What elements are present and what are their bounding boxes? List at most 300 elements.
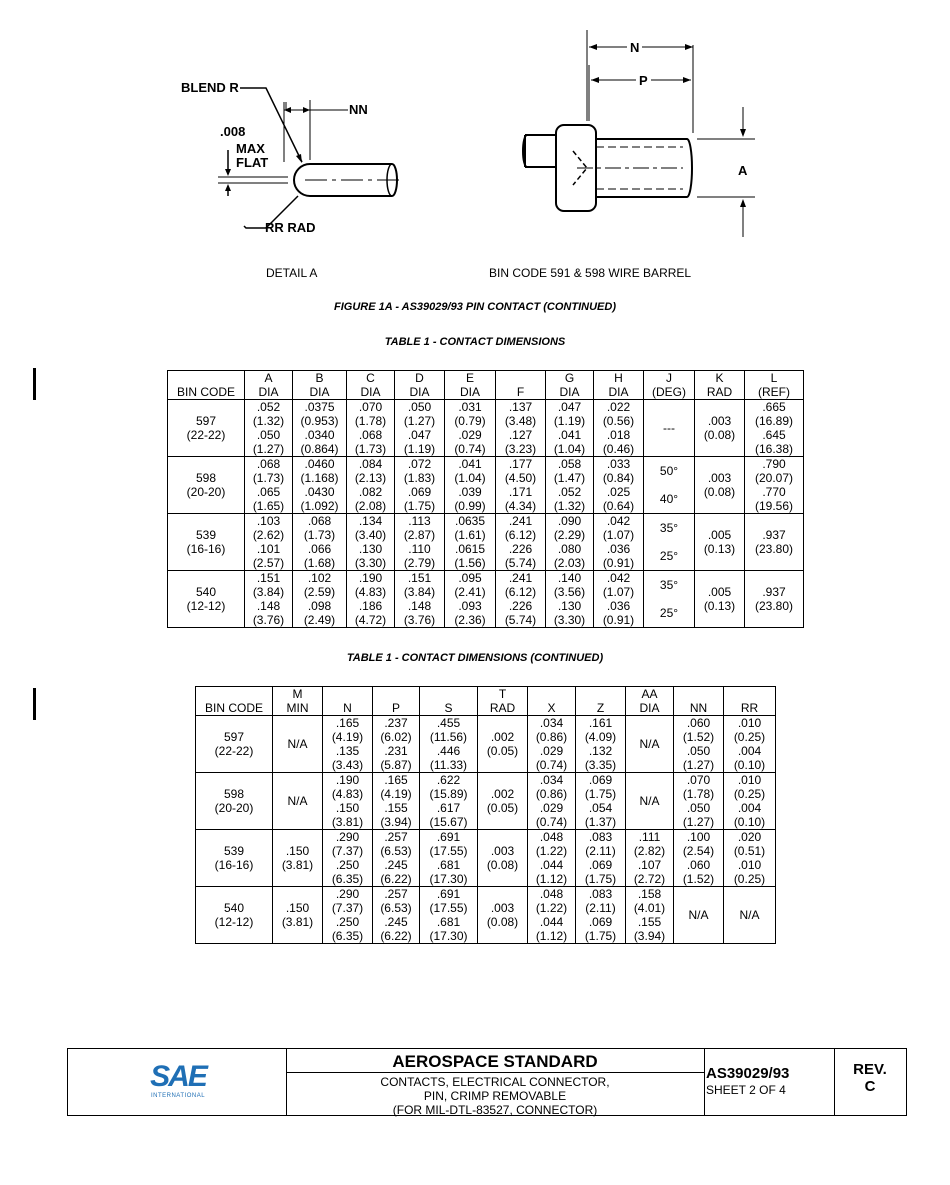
sae-logo <box>138 1062 218 1099</box>
logo-cell <box>68 1049 287 1115</box>
table-row <box>168 514 804 571</box>
cell-line: B <box>315 371 324 385</box>
cell-line: .135 <box>335 744 360 758</box>
cell-line: (6.22) <box>380 872 412 886</box>
cell-line: K <box>715 371 724 385</box>
cell-line <box>196 687 272 701</box>
cell-line: .050 <box>256 428 281 442</box>
cell-line: (6.22) <box>380 929 412 943</box>
cell-line: .060 <box>686 716 711 730</box>
cell-line: (16-16) <box>186 542 226 556</box>
cell-line: (16-16) <box>214 858 254 872</box>
table-cell <box>168 571 245 628</box>
cell-line: D <box>415 371 424 385</box>
rev-value: C <box>864 1078 876 1095</box>
cell-line: (6.53) <box>380 844 412 858</box>
cell-line: (4.09) <box>584 730 617 744</box>
column-header <box>546 371 594 400</box>
table-cell <box>323 830 373 887</box>
cell-line: .101 <box>256 542 281 556</box>
table-row <box>168 457 804 514</box>
cell-line: .186 <box>358 599 383 613</box>
cell-line: (0.86) <box>535 787 568 801</box>
cell-line: .0430 <box>304 485 335 499</box>
cell-line: (2.11) <box>585 901 616 915</box>
cell-line: P <box>391 701 400 715</box>
cell-line: .044 <box>539 915 564 929</box>
cell-line: (0.25) <box>733 872 766 886</box>
cell-line: .100 <box>686 830 711 844</box>
cell-line <box>420 687 477 701</box>
table-row <box>196 716 776 773</box>
cell-line: (REF) <box>758 385 790 399</box>
cell-line: .790 <box>762 457 786 471</box>
table-cell <box>245 571 293 628</box>
cell-line: (1.22) <box>535 901 568 915</box>
cell-line <box>168 371 244 385</box>
cell-line: (1.73) <box>252 471 285 485</box>
table-cell <box>445 400 496 457</box>
cell-line: (1.47) <box>553 471 586 485</box>
cell-line: .617 <box>436 801 461 815</box>
cell-line: .691 <box>436 830 461 844</box>
table-cell <box>445 514 496 571</box>
cell-line: (2.08) <box>354 499 387 513</box>
callout-rr-rad: RR RAD <box>265 220 316 235</box>
cell-line: .022 <box>606 400 631 414</box>
sae-logo-mark: SAE <box>150 1060 206 1093</box>
cell-line: (3.48) <box>504 414 537 428</box>
table-cell <box>528 716 576 773</box>
sheet-number: SHEET 2 OF 4 <box>706 1083 786 1097</box>
table-cell <box>245 457 293 514</box>
cell-line: (11.56) <box>429 730 468 744</box>
cell-line: .691 <box>436 887 461 901</box>
cell-line: .245 <box>384 915 408 929</box>
cell-line: (12-12) <box>214 915 254 929</box>
cell-line: .069 <box>588 773 613 787</box>
cell-line: .004 <box>737 801 762 815</box>
cell-line: (4.19) <box>331 730 364 744</box>
cell-line: (1.092) <box>300 499 339 513</box>
cell-line: .054 <box>588 801 613 815</box>
cell-line: .048 <box>539 830 564 844</box>
cell-line: .257 <box>384 830 408 844</box>
cell-line: N <box>343 701 352 715</box>
cell-line: .151 <box>256 571 281 585</box>
column-header <box>373 687 420 716</box>
cell-line: (22-22) <box>186 428 226 442</box>
cell-line: .241 <box>508 514 533 528</box>
cell-line: 598 <box>195 471 217 485</box>
cell-line: (2.72) <box>633 872 666 886</box>
cell-line: (1.75) <box>584 787 617 801</box>
cell-line: (0.864) <box>300 442 339 456</box>
cell-line: (3.56) <box>553 585 586 599</box>
table-cell <box>245 400 293 457</box>
table-cell <box>293 457 347 514</box>
cell-line: .048 <box>539 887 564 901</box>
table-cell <box>196 773 273 830</box>
cell-line: .127 <box>508 428 533 442</box>
cell-line: (0.08) <box>703 485 736 499</box>
cell-line: (3.30) <box>354 556 387 570</box>
cell-line: (1.78) <box>682 787 715 801</box>
table-cell <box>196 830 273 887</box>
cell-line: 25° <box>659 606 679 620</box>
cell-line: .041 <box>458 457 482 471</box>
cell-line: (2.87) <box>403 528 436 542</box>
cell-line: (0.08) <box>486 858 519 872</box>
cell-line: .039 <box>458 485 482 499</box>
cell-line <box>323 687 372 701</box>
table-cell <box>674 887 724 944</box>
cell-line: (0.74) <box>454 442 486 456</box>
table-cell <box>395 457 445 514</box>
cell-line: (17.55) <box>429 901 468 915</box>
cell-line: .068 <box>256 457 281 471</box>
contact-dimensions-table <box>167 370 804 628</box>
table-cell <box>293 400 347 457</box>
cell-line: (0.08) <box>486 915 519 929</box>
cell-line: .107 <box>637 858 662 872</box>
title-block <box>67 1048 907 1116</box>
cell-line <box>576 687 625 701</box>
table-cell <box>420 716 478 773</box>
cell-line: 539 <box>223 844 245 858</box>
cell-line: (23.80) <box>754 599 794 613</box>
cell-line: .177 <box>508 457 533 471</box>
cell-line: (1.27) <box>682 815 715 829</box>
cell-line: (1.12) <box>535 929 568 943</box>
cell-line: 540 <box>223 901 245 915</box>
subtitle-line-3: (FOR MIL-DTL-83527, CONNECTOR) <box>392 1103 598 1117</box>
cell-line: (7.37) <box>331 844 364 858</box>
cell-line: .029 <box>458 428 482 442</box>
doc-number-cell <box>704 1049 835 1115</box>
table-cell <box>674 773 724 830</box>
cell-line: (22-22) <box>214 744 254 758</box>
table-cell <box>626 773 674 830</box>
column-header <box>168 371 245 400</box>
cell-line: (1.27) <box>252 442 285 456</box>
cell-line: .0615 <box>454 542 486 556</box>
cell-line: N/A <box>287 794 308 808</box>
cell-line: M <box>292 687 303 701</box>
cell-line: 539 <box>195 528 217 542</box>
cell-line: N/A <box>739 908 760 922</box>
table-cell <box>347 400 395 457</box>
cell-line: (1.78) <box>354 414 387 428</box>
cell-line: .111 <box>638 830 661 844</box>
cell-line: .134 <box>358 514 383 528</box>
table-cell <box>745 514 804 571</box>
cell-line: .137 <box>508 400 533 414</box>
cell-line: (0.10) <box>733 758 766 772</box>
cell-line: (3.84) <box>252 585 285 599</box>
table-row <box>168 571 804 628</box>
table-cell <box>496 400 546 457</box>
table-cell <box>626 830 674 887</box>
cell-line: .058 <box>557 457 582 471</box>
cell-line: (2.54) <box>682 844 715 858</box>
cell-line: .681 <box>436 858 461 872</box>
column-header <box>594 371 644 400</box>
cell-line: (2.13) <box>354 471 387 485</box>
cell-line: DIA <box>409 385 430 399</box>
cell-line: 540 <box>195 585 217 599</box>
cell-line: (20-20) <box>186 485 226 499</box>
cell-line: (6.12) <box>504 585 537 599</box>
cell-line: .068 <box>358 428 383 442</box>
cell-line: .052 <box>256 400 281 414</box>
cell-line: (16.38) <box>754 442 794 456</box>
cell-line: .066 <box>307 542 332 556</box>
table-cell <box>724 887 776 944</box>
cell-line: (1.12) <box>535 872 568 886</box>
cell-line: 50° <box>659 464 679 478</box>
table-row <box>196 773 776 830</box>
cell-line: .0460 <box>304 457 335 471</box>
cell-line: .241 <box>508 571 533 585</box>
cell-line: G <box>564 371 575 385</box>
cell-line: T <box>498 687 507 701</box>
cell-line: (15.67) <box>429 815 468 829</box>
cell-line: .044 <box>539 858 564 872</box>
cell-line: .036 <box>606 542 631 556</box>
table-cell <box>496 457 546 514</box>
cell-line: .110 <box>408 542 431 556</box>
table-cell <box>724 773 776 830</box>
cell-line: (1.68) <box>303 556 336 570</box>
cell-line: N/A <box>287 737 308 751</box>
cell-line: .080 <box>557 542 582 556</box>
cell-line: .002 <box>490 787 515 801</box>
cell-line: A <box>264 371 273 385</box>
cell-line: .065 <box>256 485 281 499</box>
cell-line: .025 <box>606 485 631 499</box>
cell-line: .005 <box>707 528 732 542</box>
table-cell <box>576 830 626 887</box>
table-cell <box>323 716 373 773</box>
cell-line: (4.34) <box>504 499 537 513</box>
cell-line: .070 <box>686 773 711 787</box>
cell-line <box>496 371 545 385</box>
table-cell <box>323 887 373 944</box>
cell-line: .010 <box>737 716 762 730</box>
change-bar <box>33 688 36 720</box>
cell-line: .083 <box>588 887 613 901</box>
cell-line: .171 <box>508 485 533 499</box>
cell-line: .042 <box>606 514 631 528</box>
column-header <box>724 687 776 716</box>
cell-line: (1.75) <box>584 872 617 886</box>
cell-line: (3.23) <box>504 442 537 456</box>
cell-line: (2.11) <box>585 844 616 858</box>
cell-line: .130 <box>557 599 582 613</box>
cell-line: .250 <box>335 915 360 929</box>
cell-line: J <box>666 371 672 385</box>
table-cell <box>293 571 347 628</box>
cell-line <box>373 687 419 701</box>
table-cell <box>496 571 546 628</box>
cell-line: (6.35) <box>331 929 364 943</box>
cell-line: .018 <box>606 428 631 442</box>
table-cell <box>644 514 695 571</box>
cell-line: BIN CODE <box>176 385 235 399</box>
cell-line: (0.953) <box>300 414 339 428</box>
cell-line: .090 <box>557 514 582 528</box>
cell-line: (20.07) <box>754 471 794 485</box>
cell-line: (6.12) <box>504 528 537 542</box>
table-cell <box>273 830 323 887</box>
cell-line: (3.76) <box>252 613 285 627</box>
cell-line: (5.74) <box>504 556 537 570</box>
column-header <box>644 371 695 400</box>
cell-line: (0.25) <box>733 787 766 801</box>
cell-line: .0375 <box>304 400 335 414</box>
table-cell <box>420 773 478 830</box>
cell-line: (3.94) <box>380 815 412 829</box>
cell-line: (3.35) <box>584 758 617 772</box>
cell-line: RR <box>740 701 759 715</box>
cell-line: (5.74) <box>504 613 537 627</box>
cell-line: (6.53) <box>380 901 412 915</box>
table-cell <box>695 457 745 514</box>
column-header <box>420 687 478 716</box>
cell-line: C <box>366 371 375 385</box>
cell-line: (3.94) <box>633 929 666 943</box>
cell-line: .150 <box>285 901 310 915</box>
cell-line: (1.75) <box>403 499 436 513</box>
cell-line: (2.49) <box>303 613 336 627</box>
cell-line: .010 <box>737 773 762 787</box>
cell-line: .226 <box>508 599 533 613</box>
cell-line: (1.37) <box>584 815 617 829</box>
cell-line: (0.10) <box>733 815 766 829</box>
cell-line: .005 <box>707 585 732 599</box>
table-cell <box>168 514 245 571</box>
cell-line: .681 <box>436 915 461 929</box>
cell-line: (1.19) <box>403 442 436 456</box>
table-cell <box>626 716 674 773</box>
callout-max-flat-flat: FLAT <box>236 155 269 170</box>
cell-line: RAD <box>706 385 733 399</box>
cell-line: .070 <box>358 400 383 414</box>
cell-line: L <box>770 371 778 385</box>
cell-line: (1.22) <box>535 844 568 858</box>
cell-line: (2.03) <box>553 556 586 570</box>
table-cell <box>594 400 644 457</box>
cell-line: (2.57) <box>252 556 285 570</box>
cell-line: .004 <box>737 744 762 758</box>
cell-line: .770 <box>762 485 786 499</box>
cell-line: DIA <box>258 385 279 399</box>
cell-line: .165 <box>335 716 360 730</box>
column-header <box>245 371 293 400</box>
cell-line: .020 <box>737 830 762 844</box>
cell-line: (1.27) <box>403 414 436 428</box>
cell-line: (1.83) <box>403 471 436 485</box>
column-header <box>273 687 323 716</box>
cell-line: .003 <box>707 414 732 428</box>
column-header <box>196 687 273 716</box>
cell-line: (1.73) <box>354 442 387 456</box>
callout-max-flat-max: MAX <box>236 141 265 156</box>
cell-line: .665 <box>762 400 786 414</box>
figure-caption: FIGURE 1A - AS39029/93 PIN CONTACT (CONTINUED) <box>334 301 616 313</box>
cell-line: .161 <box>588 716 613 730</box>
cell-line: .645 <box>762 428 786 442</box>
cell-line: (11.33) <box>429 758 468 772</box>
title-cell <box>286 1049 705 1115</box>
table2-caption: TABLE 1 - CONTACT DIMENSIONS (CONTINUED) <box>346 652 604 664</box>
cell-line: .0635 <box>454 514 486 528</box>
cell-line: (1.52) <box>682 872 715 886</box>
table1-caption: TABLE 1 - CONTACT DIMENSIONS <box>384 336 566 348</box>
cell-line: .029 <box>539 744 564 758</box>
standard-title: AEROSPACE STANDARD <box>392 1052 598 1071</box>
table-cell <box>546 400 594 457</box>
table-cell <box>373 773 420 830</box>
table-cell <box>745 400 804 457</box>
cell-line: 35° <box>659 578 679 592</box>
cell-line: DIA <box>360 385 381 399</box>
cell-line: (23.80) <box>754 542 794 556</box>
cell-line: (0.51) <box>733 844 766 858</box>
cell-line: (6.02) <box>380 730 412 744</box>
cell-line: .069 <box>588 858 613 872</box>
cell-line: (2.62) <box>252 528 285 542</box>
table-cell <box>695 514 745 571</box>
table-cell <box>347 514 395 571</box>
cell-line: .250 <box>335 858 360 872</box>
cell-line: (0.91) <box>602 556 635 570</box>
column-header <box>528 687 576 716</box>
cell-line: .093 <box>458 599 482 613</box>
cell-line: (1.27) <box>682 758 715 772</box>
cell-line: (0.25) <box>733 730 766 744</box>
cell-line: DIA <box>459 385 480 399</box>
cell-line: .148 <box>256 599 281 613</box>
cell-line: (4.83) <box>331 787 364 801</box>
cell-line: (1.168) <box>300 471 339 485</box>
cell-line: .113 <box>408 514 431 528</box>
table-cell <box>373 830 420 887</box>
table-row <box>168 400 804 457</box>
wire-barrel-drawing <box>515 25 765 245</box>
cell-line: .050 <box>407 400 432 414</box>
cell-line: (2.36) <box>454 613 486 627</box>
table-cell <box>196 887 273 944</box>
cell-line: .042 <box>606 571 631 585</box>
cell-line: AA <box>641 687 658 701</box>
cell-line: MIN <box>286 701 309 715</box>
cell-line: .130 <box>358 542 383 556</box>
cell-line: (0.05) <box>486 744 519 758</box>
cell-line: .151 <box>407 571 432 585</box>
cell-line: .031 <box>458 400 482 414</box>
cell-line: .155 <box>384 801 408 815</box>
cell-line: .257 <box>384 887 408 901</box>
table-cell <box>323 773 373 830</box>
column-header <box>478 687 528 716</box>
cell-line: (0.79) <box>454 414 486 428</box>
cell-line: (4.50) <box>504 471 537 485</box>
cell-line: (6.35) <box>331 872 364 886</box>
cell-line: (17.55) <box>429 844 468 858</box>
table-cell <box>445 571 496 628</box>
